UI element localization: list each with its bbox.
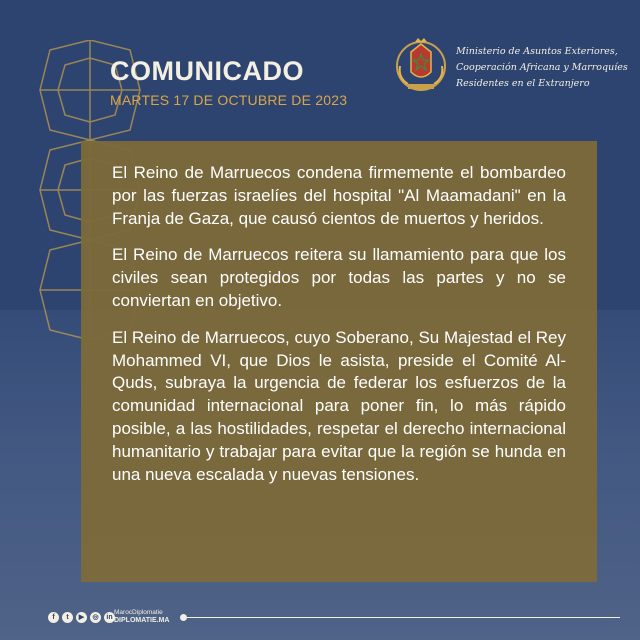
ministry-line-1: Ministerio de Asuntos Exteriores, xyxy=(456,46,618,57)
paragraph-2: El Reino de Marruecos reitera su llamamiento para que los civiles sean protegidos por todas las partes y no se conviertan en objetivo. xyxy=(112,245,566,310)
instagram-icon[interactable]: ◎ xyxy=(90,612,101,623)
social-icons xyxy=(48,612,115,623)
ministry-name xyxy=(456,44,626,92)
page-title: COMUNICADO xyxy=(110,56,304,86)
twitter-icon[interactable]: t xyxy=(62,612,73,623)
youtube-icon[interactable]: ▶ xyxy=(76,612,87,623)
footer xyxy=(48,610,620,630)
social-handle: MarocDiplomatie xyxy=(114,609,163,616)
page-date: MARTES 17 DE OCTUBRE DE 2023 xyxy=(110,92,348,108)
website-link[interactable]: DIPLOMATIE.MA xyxy=(114,617,170,624)
coat-of-arms-icon xyxy=(394,36,448,94)
facebook-icon[interactable]: f xyxy=(48,612,59,623)
paragraph-1: El Reino de Marruecos condena firmemente el bombardeo por las fuerzas israelíes del hospital "Al Maamadani" en la Franja de Gaza, que causó cientos de muertos y heridos. xyxy=(112,163,566,228)
paragraph-3: El Reino de Marruecos, cuyo Soberano, Su Majestad el Rey Mohammed VI, que Dios le asista, preside el Comité Al-Quds, subraya la urgencia de federar los esfuerzos de la comunidad internacional para poner fin, lo más rápido posible, a las hostilidades, respetar el derecho internacional humanitario y trabajar para evitar que la región se hunda en una nueva escalada y nuevas tensiones. xyxy=(112,327,566,484)
statement-body xyxy=(112,162,566,500)
divider-line xyxy=(184,617,620,618)
linkedin-icon[interactable]: in xyxy=(104,612,115,623)
ministry-line-2: Cooperación Africana y Marroquíes xyxy=(456,62,628,73)
ministry-line-3: Residentes en el Extranjero xyxy=(456,78,590,89)
footer-handle xyxy=(114,609,169,625)
